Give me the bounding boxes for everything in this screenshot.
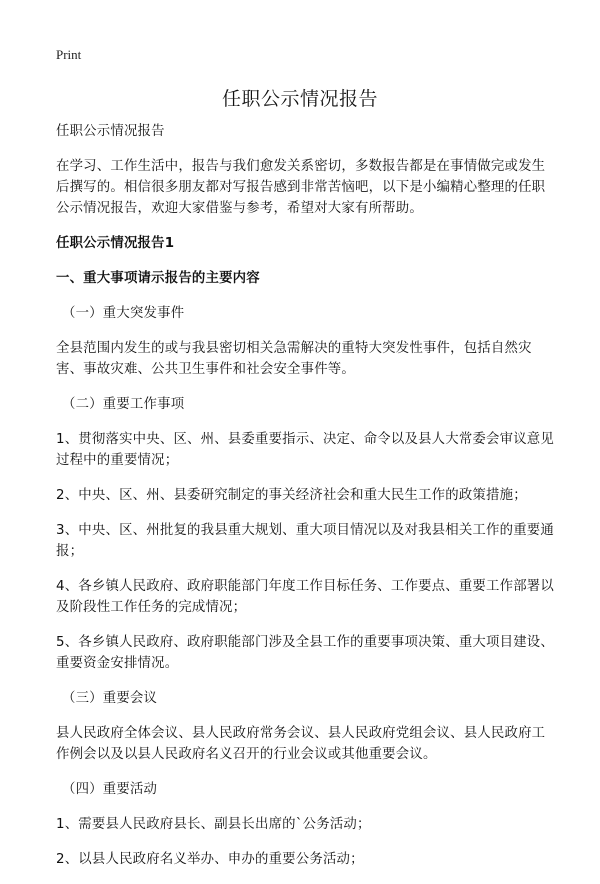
list-item: 4、各乡镇人民政府、政府职能部门年度工作目标任务、工作要点、重要工作部署以及阶段性工作任务的完成情况； <box>56 579 554 615</box>
paragraph: 任职公示情况报告 <box>56 124 165 139</box>
list-item: 2、中央、区、州、县委研究制定的事关经济社会和重大民生工作的政策措施； <box>56 488 527 503</box>
list-item: 1、贯彻落实中央、区、州、县委重要指示、决定、命令以及县人大常委会审议意见过程中的重要情况； <box>56 432 554 468</box>
paragraph: 县人民政府全体会议、县人民政府常务会议、县人民政府党组会议、县人民政府工作例会以及以县人民政府名义召开的行业会议或其他重要会议。 <box>56 726 546 762</box>
paragraph: 在学习、工作生活中，报告与我们愈发关系密切，多数报告都是在事情做完或发生后撰写的。相信很多朋友都对写报告感到非常苦恼吧，以下是小编精心整理的任职公示情况报告，欢迎大家借鉴与参考，希望对大家有所帮助。 <box>56 159 546 216</box>
page-title: 任职公示情况报告 <box>221 88 378 110</box>
subsection-heading: （一）重大突发事件 <box>62 306 185 321</box>
section-heading: 任职公示情况报告1 <box>56 236 175 251</box>
document-body <box>56 121 554 884</box>
list-item: 3、中央、区、州批复的我县重大规划、重大项目情况以及对我县相关工作的重要通报； <box>56 523 554 559</box>
list-item: 1、需要县人民政府县长、副县长出席的`公务活动； <box>56 817 371 832</box>
list-item: 2、以县人民政府名义举办、申办的重要公务活动； <box>56 852 364 867</box>
print-link[interactable]: Print <box>56 47 82 62</box>
paragraph: 全县范围内发生的或与我县密切相关急需解决的重特大突发性事件，包括自然灾害、事故灾难、公共卫生事件和社会安全事件等。 <box>56 341 532 377</box>
subsection-heading: （二）重要工作事项 <box>62 397 185 412</box>
section-heading: 一、重大事项请示报告的主要内容 <box>56 271 260 286</box>
subsection-heading: （三）重要会议 <box>62 691 158 706</box>
subsection-heading: （四）重要活动 <box>62 782 158 797</box>
list-item: 5、各乡镇人民政府、政府职能部门涉及全县工作的重要事项决策、重大项目建设、重要资金安排情况。 <box>56 635 554 671</box>
